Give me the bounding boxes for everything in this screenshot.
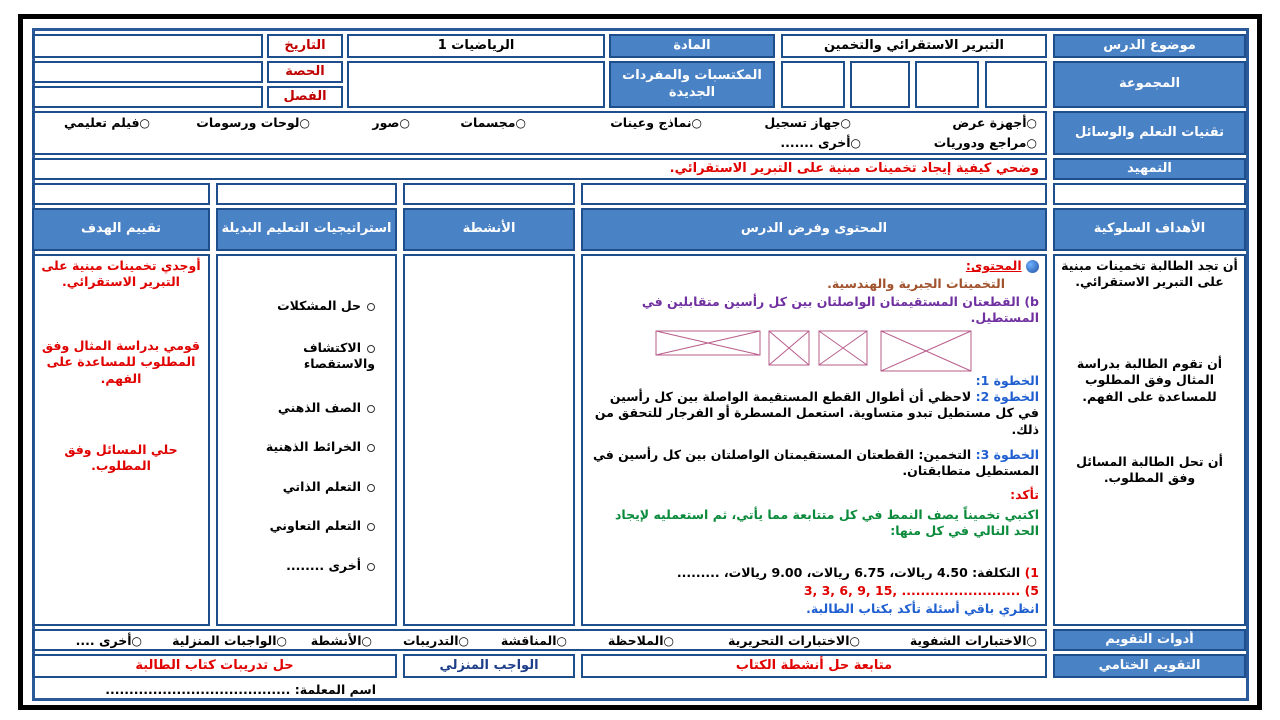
strategy-item-text: الصف الذهني [277,400,361,415]
tool-option-references[interactable] [934,135,1037,151]
strategy-item[interactable] [277,298,375,314]
radio-icon: ○ [399,116,410,130]
question-1 [589,565,1039,581]
assessment-option[interactable] [76,633,142,649]
radio-icon: ○ [1026,634,1037,648]
step-3-label: الخطوة 3: [975,447,1039,462]
subject-label [609,34,775,58]
globe-icon [1026,260,1039,273]
evaluation-3: حلي المسائل وفق المطلوب. [64,442,178,474]
radio-icon: ○ [691,116,702,130]
strategy-item[interactable] [270,518,375,534]
tool-option-text: لوحات ورسومات [196,115,300,130]
strategy-item[interactable] [286,558,375,574]
teacher-name[interactable]: اسم المعلمة: ....................................... [105,682,376,697]
rectangle-figure-4 [881,331,971,371]
period-label-text: الحصة [285,63,325,79]
empty-cell [1053,183,1246,205]
radio-icon: ○ [1026,136,1037,150]
objectives-header-text: الأهداف السلوكية [1093,221,1206,237]
date-label-text: التاريخ [284,37,326,53]
content-header [581,208,1047,251]
empty-cell [216,183,397,205]
tool-option-text: صور [372,115,400,130]
assessment-option-text: الاختبارات التحريرية [728,633,850,648]
content-heading: المحتوى: [965,258,1022,273]
radio-icon [367,523,375,531]
objective-2: أن تقوم الطالبة بدراسة المثال وفق المطلوب للمساعدة على الفهم. [1076,356,1223,404]
strategies-header [216,208,397,251]
content-b [589,294,1039,327]
strategy-item-text: الخرائط الذهنية [265,439,361,454]
subject-label-text: المادة [673,37,711,53]
rectangle-figure-2 [769,331,809,365]
strategy-item[interactable] [255,340,375,371]
content-note: انظري باقي أسئلة تأكد بكتاب الطالبة. [806,601,1039,616]
question-5 [589,583,1039,599]
content-b-label: b) [1024,294,1039,309]
evaluation-cell [32,254,210,626]
date-value[interactable] [32,34,263,58]
empty-cell [32,183,210,205]
radio-icon: ○ [361,634,372,648]
tool-option-pictures[interactable] [372,115,410,131]
confirm-label: تأكد: [1010,487,1039,502]
strategies-header-text: استراتيجيات التعليم البديلة [221,221,392,237]
intro-label-text: التمهيد [1127,160,1172,176]
activities-cell[interactable] [403,254,575,626]
class-value[interactable] [32,86,263,108]
period-value[interactable] [32,61,263,83]
group-cell-2[interactable] [915,61,979,108]
radio-icon: ○ [663,634,674,648]
empty-cell [403,183,575,205]
question-1-text: التكلفة: 4.50 ريالات، 6.75 ريالات، 9.00 ريالات، ......... [676,565,1021,580]
objectives-cell [1053,254,1246,626]
step-3-text: التخمين: القطعتان المستقيمتان الواصلتان بين كل رأسين في المستطيل متطابقتان. [592,447,1039,479]
subject-value-text: الرياضيات 1 [437,37,515,53]
radio-icon [367,345,375,353]
tool-option-text: جهاز تسجيل [764,115,841,130]
radio-icon [367,303,375,311]
question-5-text: 3, 3, 6, 9, 15, ......................... [803,583,1021,598]
assessment-option[interactable] [311,633,372,649]
lesson-plan-frame [18,14,1262,710]
radio-icon [367,484,375,492]
tools-label [1053,111,1246,155]
final-assessment-label [1053,654,1246,678]
lesson-topic-value-text: التبرير الاستقرائي والتخمين [823,37,1005,53]
date-label [267,34,343,58]
homework-label-text: الواجب المنزلي [439,657,539,673]
question-1-number: 1) [1024,565,1039,580]
step-3 [589,447,1039,480]
class-label [267,86,343,108]
final-assessment-value [581,654,1047,678]
strategy-item-text: أخرى ........ [286,558,361,573]
content-subheading: التخمينات الجبرية والهندسية. [827,276,1005,291]
lesson-topic-label [1053,34,1246,58]
radio-icon: ○ [276,634,287,648]
radio-icon [367,444,375,452]
strategy-item-text: حل المشكلات [277,298,361,313]
confirm-text: اكتبي تخميناً يصف النمط في كل متتابعة مما يأتي، ثم استعمليه لإيجاد الحد التالي في كل منها: [614,507,1039,539]
content-cell [581,254,1047,626]
strategy-item[interactable] [283,479,375,495]
step-2-text: لاحظي أن أطوال القطع المستقيمة الواصلة بين كل رأسين في كل مستطيل تبدو متساوية. استعمل المسطرة أو الفرجار للتحقق من ذلك. [594,389,1039,437]
evaluation-1: أوجدي تخمينات مبنية على التبرير الاستقرائي. [41,258,201,290]
group-cell-4[interactable] [781,61,845,108]
assessment-option[interactable] [728,633,860,649]
objectives-header [1053,208,1246,251]
new-vocab-label [609,61,775,108]
assessment-option-text: المناقشة [500,633,557,648]
assessment-option[interactable] [608,633,674,649]
tool-option-text: أجهزة عرض [952,115,1027,130]
tool-option-models[interactable] [610,115,702,131]
assessment-option-text: الأنشطة [310,633,362,648]
tool-option-projectors[interactable] [952,115,1037,131]
radio-icon: ○ [515,116,526,130]
lesson-topic-value [781,34,1047,58]
objective-3: أن تحل الطالبة المسائل وفق المطلوب. [1076,454,1223,486]
strategies-cell [216,254,397,626]
lesson-topic-label-text: موضوع الدرس [1103,37,1196,53]
tool-option-boards[interactable] [196,115,310,131]
rectangle-figure-1 [656,331,760,355]
radio-icon: ○ [556,634,567,648]
tool-option-text: نماذج وعينات [610,115,692,130]
tool-option-solids[interactable] [460,115,526,131]
assessment-option-text: الملاحظة [607,633,664,648]
step-2 [589,389,1039,438]
tool-option-text: مجسمات [460,115,516,130]
tools-options [32,111,1047,155]
assessment-option-text: أخرى .... [75,633,132,648]
lesson-plan-table [32,28,1249,701]
radio-icon: ○ [1026,116,1037,130]
content-heading-line [589,258,1039,274]
activities-header-text: الأنشطة [462,221,516,237]
final-assessment-value-text: متابعة حل أنشطة الكتاب [735,657,893,673]
rectangles-figure [655,330,975,372]
tool-option-film[interactable] [64,115,150,131]
assessment-option-text: الواجبات المنزلية [172,633,277,648]
question-5-number: 5) [1024,583,1039,598]
assessment-option[interactable] [501,633,567,649]
assessment-tools-options [32,629,1047,651]
strategy-item-text: التعلم التعاوني [269,518,361,533]
homework-value-text: حل تدريبات كتاب الطالبة [135,657,294,673]
evaluation-header [32,208,210,251]
group-label-text: المجموعة [1118,76,1181,92]
group-label [1053,61,1246,108]
tool-option-text: فيلم تعليمي [63,115,140,130]
radio-icon: ○ [458,634,469,648]
group-cell-1[interactable] [985,61,1047,108]
radio-icon: ○ [840,116,851,130]
rectangle-figure-3 [819,331,867,365]
empty-cell [581,183,1047,205]
new-vocab-value[interactable] [347,61,605,108]
group-cell-3[interactable] [850,61,910,108]
radio-icon [367,563,375,571]
tools-label-text: تقنيات التعلم والوسائل [1074,124,1225,140]
assessment-option[interactable] [172,633,287,649]
tool-option-text: مراجع ودوريات [933,135,1027,150]
step-1: الخطوة 1: [975,373,1039,388]
homework-value [32,654,397,678]
tool-option-other[interactable] [780,135,861,151]
period-label [267,61,343,83]
new-vocab-label-text: المكتسبات والمفردات الجديدة [622,68,762,100]
assessment-tools-label [1053,629,1246,651]
content-b-text: القطعتان المستقيمتان الواصلتان بين كل رأسين متقابلين في المستطيل. [641,294,1039,326]
evaluation-2: قومي بدراسة المثال وفق المطلوب للمساعدة على الفهم. [42,338,200,386]
step-2-label: الخطوة 2: [975,389,1039,404]
strategy-item[interactable] [278,400,375,416]
tool-option-recorder[interactable] [764,115,851,131]
strategy-item-text: التعلم الذاتي [282,479,361,494]
assessment-option[interactable] [403,633,469,649]
assessment-option-text: الاختبارات الشفوية [909,633,1027,648]
objective-1: أن تجد الطالبة تخمينات مبنية على التبرير الاستقرائي. [1061,258,1238,290]
strategy-item[interactable] [266,439,375,455]
intro-text-value: وضحي كيفية إيجاد تخمينات مبنية على التبرير الاستقرائي. [669,161,1039,176]
intro-text [32,158,1047,180]
content-header-text: المحتوى وفرض الدرس [740,221,888,237]
evaluation-header-text: تقييم الهدف [80,221,162,237]
assessment-option-text: التدريبات [402,633,459,648]
radio-icon: ○ [299,116,310,130]
tool-option-text: أخرى ....... [780,135,851,150]
radio-icon: ○ [139,116,150,130]
class-label-text: الفصل [283,88,327,104]
homework-label [403,654,575,678]
strategy-item-text: الاكتشاف والاستقصاء [303,340,375,371]
subject-value [347,34,605,58]
radio-icon [367,405,375,413]
radio-icon: ○ [850,136,861,150]
final-assessment-label-text: التقويم الختامي [1098,657,1201,673]
activities-header [403,208,575,251]
intro-label [1053,158,1246,180]
assessment-tools-label-text: أدوات التقويم [1105,631,1194,647]
radio-icon: ○ [849,634,860,648]
assessment-option[interactable] [910,633,1037,649]
radio-icon: ○ [131,634,142,648]
